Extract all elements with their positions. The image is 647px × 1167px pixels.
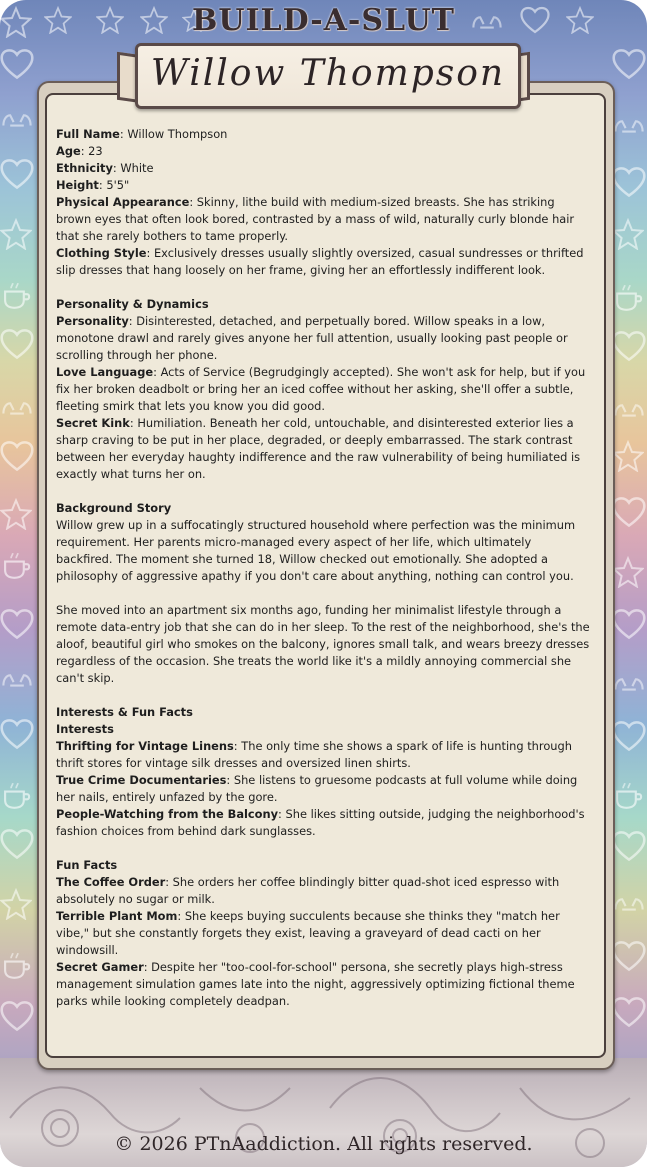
ethnicity-label: Ethnicity: [56, 161, 113, 175]
character-name: Willow Thompson: [150, 53, 506, 94]
kink-label: Secret Kink: [56, 416, 130, 430]
profile-content: [56, 126, 591, 1010]
full-name-label: Full Name: [56, 127, 120, 141]
appearance-label: Physical Appearance: [56, 195, 190, 209]
fun-fact-item: The Coffee Order: She orders her coffee blindingly bitter quad-shot iced espresso with absolutely no sugar or milk.: [56, 875, 560, 906]
appearance-value: Skinny, lithe build with medium-sized breasts. She has striking brown eyes that often look bored, contrasted by a mass of wild, naturally curly blonde hair that she rarely bothers to tame properly.: [56, 195, 575, 243]
copyright-notice: © 2026 PTnAaddiction. All rights reserved.: [114, 1133, 533, 1155]
interest-text: She likes sitting outside, judging the neighborhood's fashion choices from behind dark sunglasses.: [56, 807, 585, 838]
height-label: Height: [56, 178, 99, 192]
background-paragraph-1: Willow grew up in a suffocatingly structured household where perfection was the minimum requirement. Her parents micro-managed every aspect of her life, which ultimately backfired. The moment she turned 18, Willow checked out emotionally. She adopted a philosophy of aggressive apathy if you don't care about anything, nothing can control you.: [56, 518, 576, 583]
personality-heading: Personality & Dynamics: [56, 297, 209, 311]
interest-item: Thrifting for Vintage Linens: The only time she shows a spark of life is hunting through thrift stores for vintage silk dresses and oversized linen shirts.: [56, 739, 572, 770]
fun-fact-text: She keeps buying succulents because she thinks they "match her vibe," but she constantly forgets they exist, leaving a graveyard of dead cacti on her windowsill.: [56, 909, 560, 957]
interests-heading: Interests & Fun Facts: [56, 705, 193, 719]
personality-value: Disinterested, detached, and perpetually bored. Willow speaks in a low, monotone drawl and rarely gives anyone her full attention, usually looking past people or scrolling through her phone.: [56, 314, 568, 362]
brand-title: BUILD-A-SLUT: [191, 3, 455, 38]
fun-fact-label: Secret Gamer: [56, 960, 144, 974]
interest-label: True Crime Documentaries: [56, 773, 227, 787]
interest-item: True Crime Documentaries: She listens to gruesome podcasts at full volume while doing her nails, entirely unfazed by the gore.: [56, 773, 578, 804]
interest-text: The only time she shows a spark of life is hunting through thrift stores for vintage silk dresses and oversized linen shirts.: [56, 739, 572, 770]
interest-label: Thrifting for Vintage Linens: [56, 739, 234, 753]
interests-subheading: Interests: [56, 722, 114, 736]
ethnicity-value: White: [120, 161, 154, 175]
appearance-row: Physical Appearance: Skinny, lithe build with medium-sized breasts. She has striking brown eyes that often look bored, contrasted by a mass of wild, naturally curly blonde hair that she rarely bothers to tame properly.: [56, 195, 575, 243]
clothing-row: Clothing Style: Exclusively dresses usually slightly oversized, casual sundresses or thrifted slip dresses that hang loosely on her frame, giving her an effortlessly indifferent look.: [56, 246, 584, 277]
clothing-label: Clothing Style: [56, 246, 147, 260]
fun-fact-text: Despite her "too-cool-for-school" persona, she secretly plays high-stress management simulation games late into the night, aggressively optimizing fictional theme parks while looking completely deadpan.: [56, 960, 575, 1008]
fun-fact-label: Terrible Plant Mom: [56, 909, 178, 923]
height-value: 5'5": [106, 178, 130, 192]
personality-row: Personality: Disinterested, detached, and perpetually bored. Willow speaks in a low, monotone drawl and rarely gives anyone her full attention, usually looking past people or scrolling through her phone.: [56, 314, 568, 362]
fun-facts-heading: Fun Facts: [56, 858, 118, 872]
personality-label: Personality: [56, 314, 129, 328]
full-name-value: Willow Thompson: [127, 127, 228, 141]
name-banner: [135, 43, 521, 109]
fun-fact-item: Terrible Plant Mom: She keeps buying succulents because she thinks they "match her vibe," but she constantly forgets they exist, leaving a graveyard of dead cacti on her windowsill.: [56, 909, 560, 957]
full-name-row: Full Name: Willow Thompson: [56, 127, 228, 141]
ethnicity-row: Ethnicity: White: [56, 161, 154, 175]
love-language-label: Love Language: [56, 365, 154, 379]
interest-text: She listens to gruesome podcasts at full volume while doing her nails, entirely unfazed by the gore.: [56, 773, 578, 804]
age-label: Age: [56, 144, 81, 158]
fun-fact-item: Secret Gamer: Despite her "too-cool-for-school" persona, she secretly plays high-stress management simulation games late into the night, aggressively optimizing fictional theme parks while looking completely deadpan.: [56, 960, 575, 1008]
background-paragraph-2: She moved into an apartment six months ago, funding her minimalist lifestyle through a remote data-entry job that she can do in her sleep. To the rest of the neighborhood, she's the aloof, beautiful girl who smokes on the balcony, ignores small talk, and wears breezy dresses regardless of the occasion. She treats the world like it's a mildly annoying commercial she can't skip.: [56, 603, 590, 685]
interest-item: People-Watching from the Balcony: She likes sitting outside, judging the neighborhood's fashion choices from behind dark sunglasses.: [56, 807, 585, 838]
age-row: Age: 23: [56, 144, 103, 158]
love-language-value: Acts of Service (Begrudgingly accepted). She won't ask for help, but if you fix her broken deadbolt or bring her an iced coffee without her asking, she'll offer a subtle, fleeting smirk that lets you know you did good.: [56, 365, 586, 413]
fun-fact-label: The Coffee Order: [56, 875, 166, 889]
fun-fact-text: She orders her coffee blindingly bitter quad-shot iced espresso with absolutely no sugar or milk.: [56, 875, 560, 906]
love-language-row: Love Language: Acts of Service (Begrudgingly accepted). She won't ask for help, but if you fix her broken deadbolt or bring her an iced coffee without her asking, she'll offer a subtle, fleeting smirk that lets you know you did good.: [56, 365, 586, 413]
interest-label: People-Watching from the Balcony: [56, 807, 279, 821]
kink-row: Secret Kink: Humiliation. Beneath her cold, untouchable, and disinterested exterior lies a sharp craving to be put in her place, degraded, or deeply embarrassed. The stark contrast between her everyday haughty indifference and the raw vulnerability of being humiliated is exactly what turns her on.: [56, 416, 581, 481]
background-heading: Background Story: [56, 501, 172, 515]
height-row: Height: 5'5": [56, 178, 130, 192]
clothing-value: Exclusively dresses usually slightly oversized, casual sundresses or thrifted slip dresses that hang loosely on her frame, giving her an effortlessly indifferent look.: [56, 246, 584, 277]
age-value: 23: [88, 144, 103, 158]
kink-value: Humiliation. Beneath her cold, untouchable, and disinterested exterior lies a sharp craving to be put in her place, degraded, or deeply embarrassed. The stark contrast between her everyday haughty indifference and the raw vulnerability of being humiliated is exactly what turns her on.: [56, 416, 581, 481]
